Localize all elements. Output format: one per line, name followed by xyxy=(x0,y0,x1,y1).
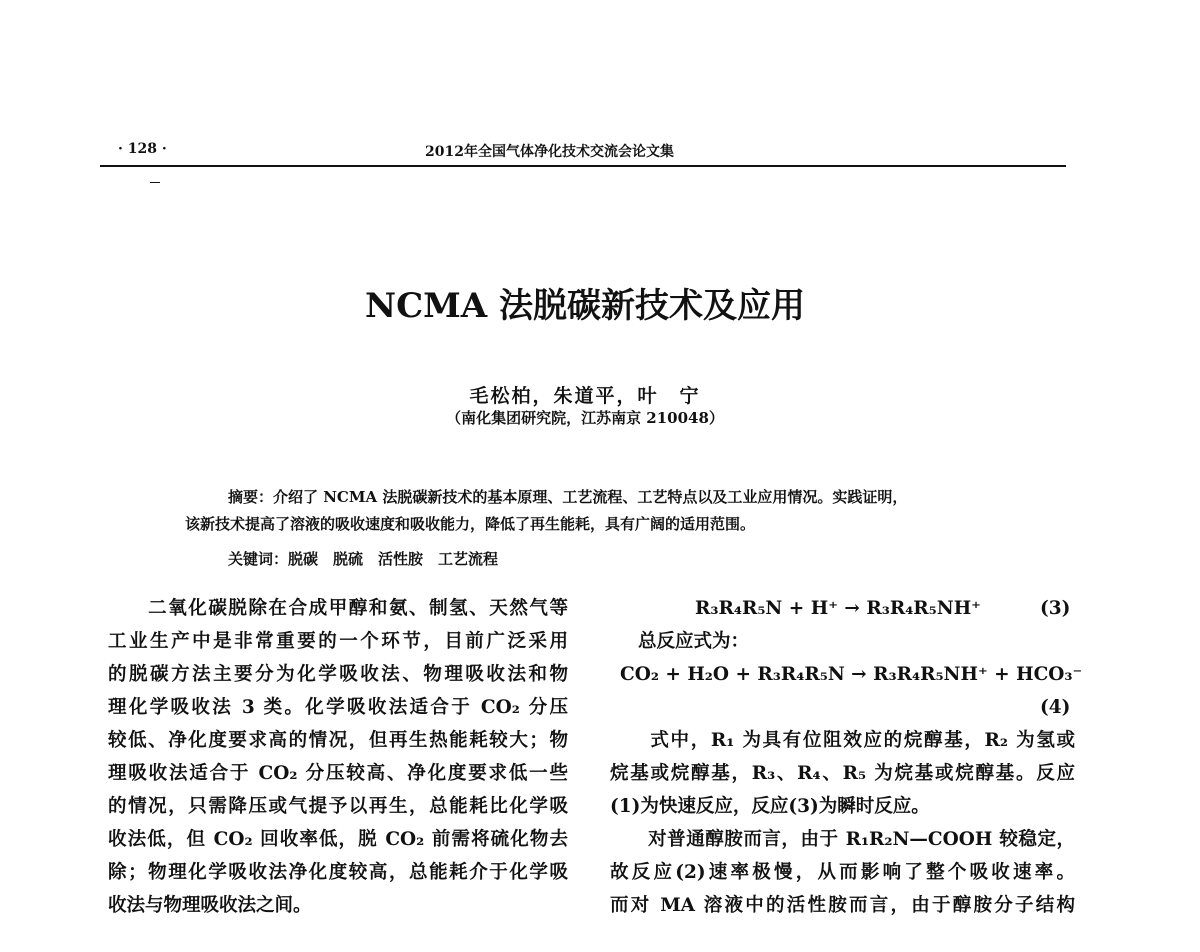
body-line: 而对 MA 溶液中的活性胺而言，由于醇胺分子结构 xyxy=(610,895,1075,916)
header-mark xyxy=(150,182,160,183)
equation-3-label: (3) xyxy=(1040,598,1071,619)
body-line: 收法低，但 CO₂ 回收率低，脱 CO₂ 前需将硫化物去 xyxy=(108,829,568,850)
body-line: 式中，R₁ 为具有位阻效应的烷醇基，R₂ 为氢或 xyxy=(610,730,1075,751)
abstract-line-1: 摘要：介绍了 NCMA 法脱碳新技术的基本原理、工艺流程、工艺特点以及工业应用情况。实践证明， xyxy=(228,488,908,506)
body-line: 除；物理化学吸收法净化度较高，总能耗介于化学吸 xyxy=(108,862,568,883)
header-rule xyxy=(100,165,1066,167)
body-line: 二氧化碳脱除在合成甲醇和氨、制氢、天然气等 xyxy=(108,598,568,619)
body-line: 的情况，只需降压或气提予以再生，总能耗比化学吸 xyxy=(108,796,568,817)
affiliation: （南化集团研究院，江苏南京 210048） xyxy=(446,409,724,427)
total-reaction-label: 总反应式为： xyxy=(638,631,750,652)
page-number: · 128 · xyxy=(118,141,167,157)
abstract-line-2: 该新技术提高了溶液的吸收速度和吸收能力，降低了再生能耗，具有广阔的适用范围。 xyxy=(185,515,756,533)
running-header: 2012年全国气体净化技术交流会论文集 xyxy=(425,144,674,160)
equation-4-label: (4) xyxy=(1040,697,1071,718)
body-line: 收法与物理吸收法之间。 xyxy=(108,895,312,916)
body-line: 理吸收法适合于 CO₂ 分压较高、净化度要求低一些 xyxy=(108,763,568,784)
body-line: 较低、净化度要求高的情况，但再生热能耗较大；物 xyxy=(108,730,568,751)
body-line: 对普通醇胺而言，由于 R₁R₂N—COOH 较稳定， xyxy=(610,829,1075,850)
body-line: 故反应(2)速率极慢，从而影响了整个吸收速率。 xyxy=(610,862,1075,883)
keywords: 关键词：脱碳 脱硫 活性胺 工艺流程 xyxy=(228,550,499,568)
equation-3: R₃R₄R₅N + H⁺ → R₃R₄R₅NH⁺ xyxy=(695,598,981,619)
body-line: 理化学吸收法 3 类。化学吸收法适合于 CO₂ 分压 xyxy=(108,697,568,718)
body-line: 工业生产中是非常重要的一个环节，目前广泛采用 xyxy=(108,631,568,652)
body-line: 的脱碳方法主要分为化学吸收法、物理吸收法和物 xyxy=(108,664,568,685)
equation-4: CO₂ + H₂O + R₃R₄R₅N → R₃R₄R₅NH⁺ + HCO₃⁻ xyxy=(620,664,1083,685)
body-line: 烷基或烷醇基，R₃、R₄、R₅ 为烷基或烷醇基。反应 xyxy=(610,763,1075,784)
article-title: NCMA 法脱碳新技术及应用 xyxy=(365,286,805,326)
body-line: (1)为快速反应，反应(3)为瞬时反应。 xyxy=(610,796,930,817)
authors: 毛松柏，朱道平，叶 宁 xyxy=(469,385,701,407)
